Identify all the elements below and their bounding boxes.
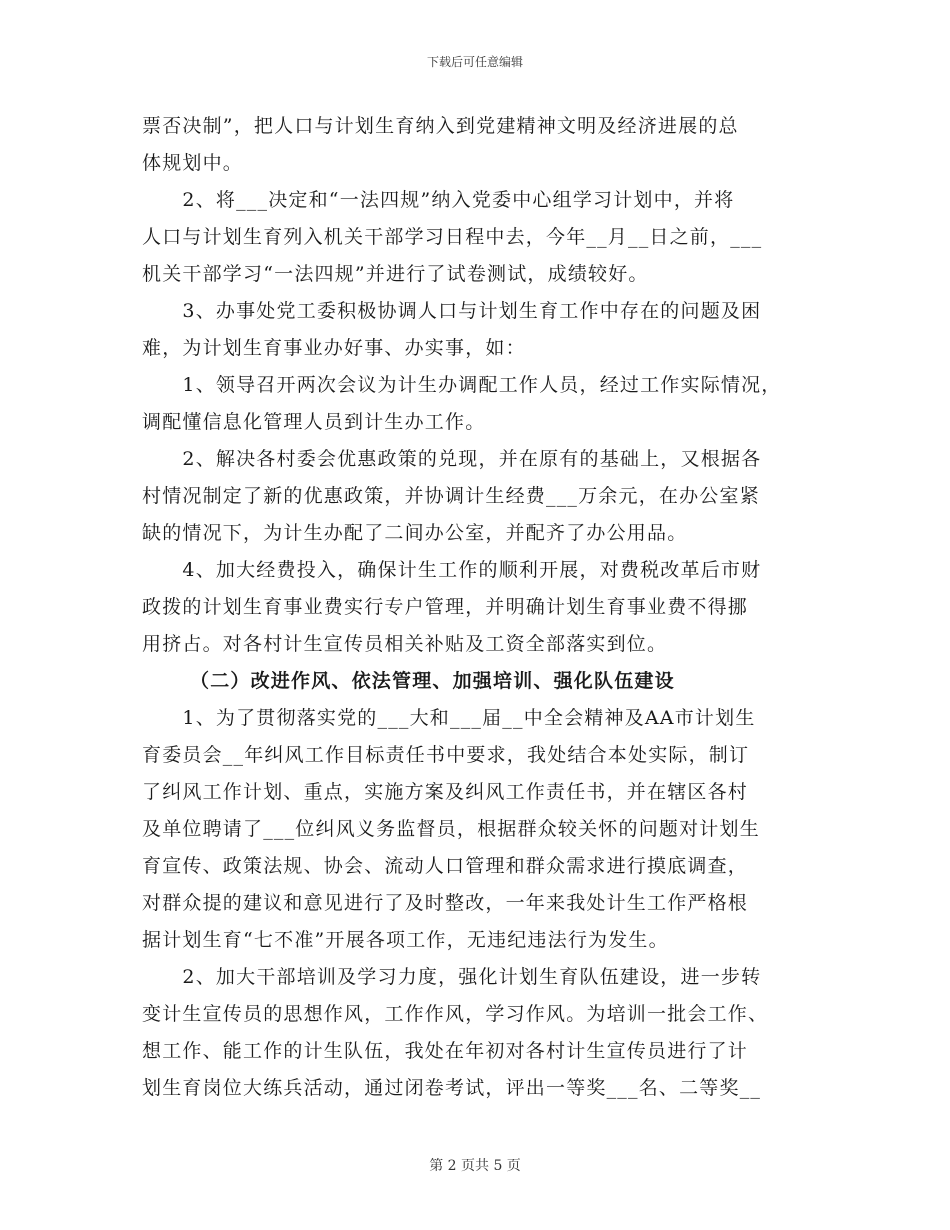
text-line: 2、解决各村委会优惠政策的兑现，并在原有的基础上，又根据各 [142,448,762,470]
page-footer: 第 2 页共 5 页 [429,1158,521,1174]
text-line: 人口与计划生育列入机关干部学习日程中去，今年__月__日之前，___ [142,226,763,248]
text-line: 用挤占。对各村计生宣传员相关补贴及工资全部落实到位。 [142,633,668,655]
text-line: 变计生宣传员的思想作风，工作作风，学习作风。为培训一批会工作、 [142,1003,769,1025]
text-line: 体规划中。 [142,152,244,174]
text-line: 了纠风工作计划、重点，实施方案及纠风工作责任书，并在辖区各村 [142,781,749,803]
text-line: 2、将___决定和“一法四规”纳入党委中心组学习计划中，并将 [142,189,735,211]
page-header: 下载后可任意编辑 [426,55,523,69]
text-line: 3、办事处党工委积极协调人口与计划生育工作中存在的问题及困 [142,300,762,322]
text-line: 1、领导召开两次会议为计生办调配工作人员，经过工作实际情况， [142,374,782,396]
text-line: 对群众提的建议和意见进行了及时整改，一年来我处计生工作严格根 [142,892,749,914]
text-line: 1、为了贯彻落实党的___大和___届__中全会精神及AA市计划生 [142,707,756,729]
text-line: 4、加大经费投入，确保计生工作的顺利开展，对费税改革后市财 [142,559,762,581]
text-line: 票否决制”，把人口与计划生育纳入到党建精神文明及经济进展的总 [142,115,739,137]
text-line: 2、加大干部培训及学习力度，强化计划生育队伍建设，进一步转 [142,966,762,988]
text-line: 育委员会__年纠风工作目标责任书中要求，我处结合本处实际，制订 [142,744,750,766]
text-line: 政拨的计划生育事业费实行专户管理，并明确计划生育事业费不得挪 [142,596,749,618]
text-line: 机关干部学习“一法四规”并进行了试卷测试，成绩较好。 [142,263,649,285]
text-line: 调配懂信息化管理人员到计生办工作。 [142,411,486,433]
text-line: 育宣传、政策法规、协会、流动人口管理和群众需求进行摸底调查， [142,855,749,877]
text-line: 缺的情况下，为计生办配了二间办公室，并配齐了办公用品。 [142,522,688,544]
document-body [142,108,812,1107]
text-line: 及单位聘请了___位纠风义务监督员，根据群众较关怀的问题对计划生 [142,818,760,840]
text-line: 想工作、能工作的计生队伍，我处在年初对各村计生宣传员进行了计 [142,1040,749,1062]
section-heading: （二）改进作风、依法管理、加强培训、强化队伍建设 [190,670,675,692]
text-line: 划生育岗位大练兵活动，通过闭卷考试，评出一等奖___名、二等奖__ [142,1077,762,1099]
text-line: 难，为计划生育事业办好事、办实事，如： [142,337,526,359]
text-line: 村情况制定了新的优惠政策，并协调计生经费___万余元，在办公室紧 [142,485,760,507]
text-line: 据计划生育“七不准”开展各项工作，无违纪违法行为发生。 [142,929,669,951]
